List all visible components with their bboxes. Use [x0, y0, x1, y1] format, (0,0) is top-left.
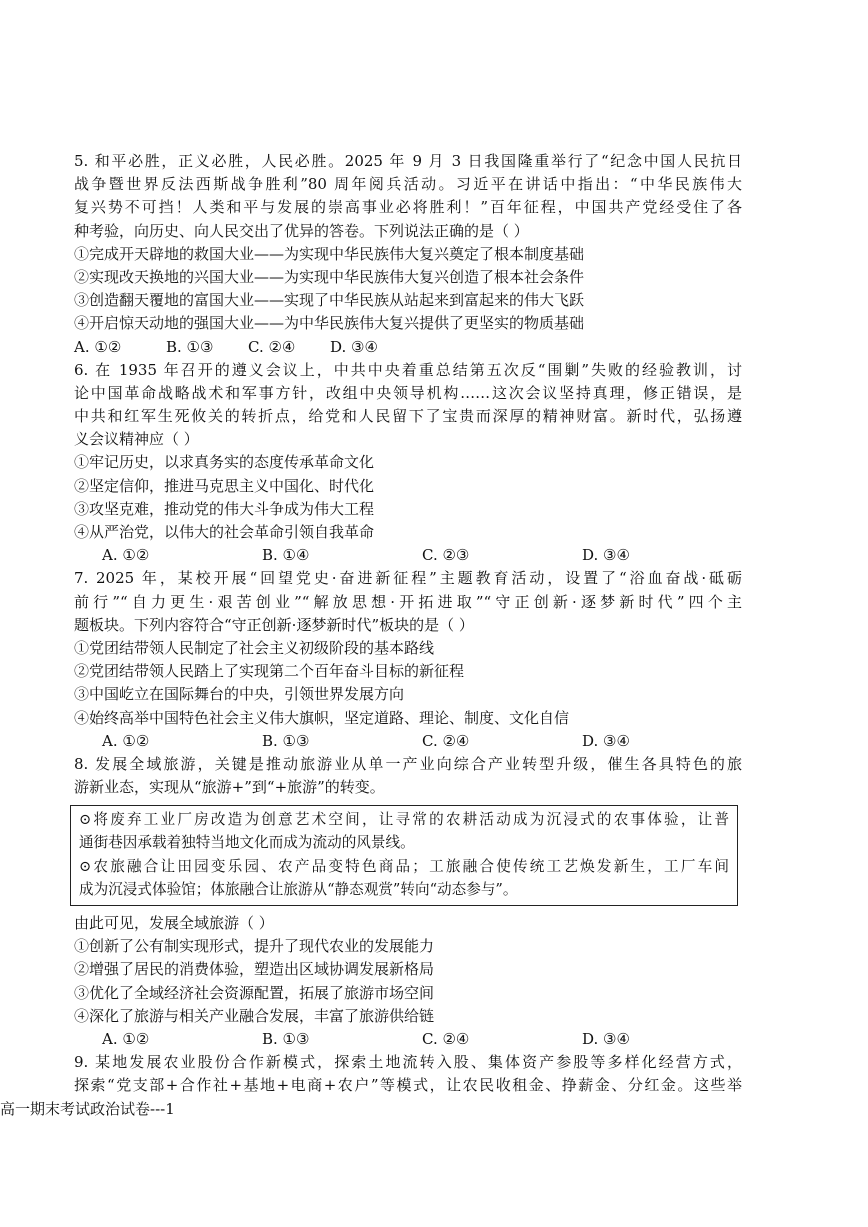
question-5-statement-4: ④开启惊天动地的强国大业——为中华民族伟大复兴提供了更坚实的物质基础 [74, 314, 585, 333]
question-5-statement-2: ②实现改天换地的兴国大业——为实现中华民族伟大复兴创造了根本社会条件 [74, 267, 585, 286]
question-5-line: 5. 和平必胜，正义必胜，人民必胜。2025 年 9 月 3 日我国隆重举行了“纪念中国人民抗日 [74, 152, 742, 170]
question-7-statement-1: ①党团结带领人民制定了社会主义初级阶段的基本路线 [74, 638, 435, 657]
question-7-line: 题板块。下列内容符合“守正创新·逐梦新时代”板块的是（ ） [74, 615, 474, 634]
question-6-line: 义会议精神应（ ） [74, 430, 199, 449]
question-8-statement-4: ④深化了旅游与相关产业融合发展，丰富了旅游供给链 [74, 1006, 435, 1025]
question-6-line: 中共和红军生死攸关的转折点，给党和人民留下了宝贵而深厚的精神财富。新时代，弘扬遵 [74, 407, 742, 426]
question-6-options [74, 544, 742, 567]
option-c: C. ②④ [422, 731, 470, 750]
option-a: A. ①② [102, 731, 150, 750]
option-b: B. ①④ [262, 546, 310, 565]
question-7-statement-4: ④始终高举中国特色社会主义伟大旗帜，坚定道路、理论、制度、文化自信 [74, 708, 570, 727]
question-5-statement-1: ①完成开天辟地的救国大业——为实现中华民族伟大复兴奠定了根本制度基础 [74, 244, 585, 263]
question-7-line: 7. 2025 年，某校开展“回望党史·奋进新征程”主题教育活动，设置了“浴血奋战·砥砺 [74, 569, 742, 588]
option-d: D. ③④ [582, 1029, 630, 1048]
question-9-line: 9. 某地发展农业股份合作新模式，探索土地流转入股、集体资产参股等多样化经营方式， [74, 1053, 742, 1072]
exam-content [74, 150, 742, 1098]
page-footer: 高一期末考试政治试卷---1 [0, 1100, 175, 1118]
question-5-options [74, 336, 742, 359]
question-9 [74, 1051, 742, 1097]
option-b: B. ①③ [262, 1029, 310, 1048]
option-b: B. ①③ [262, 731, 310, 750]
question-5-line: 战争暨世界反法西斯战争胜利”80 周年阅兵活动。习近平在讲话中指出：“中华民族伟大 [74, 175, 742, 194]
question-9-line: 探索“党支部+合作社+基地+电商+农户”等模式，让农民收租金、挣薪金、分红金。这些举 [74, 1076, 742, 1095]
question-6-statement-1: ①牢记历史，以求真务实的态度传承革命文化 [74, 453, 375, 472]
question-8-line: 游新业态，实现从“旅游+”到“+旅游”的转变。 [74, 778, 385, 797]
option-b: B. ①③ [166, 337, 214, 356]
question-8 [74, 753, 742, 1051]
option-c: C. ②③ [422, 546, 470, 565]
question-6-statement-4: ④从严治党，以伟大的社会革命引领自我革命 [74, 523, 375, 541]
question-6-statement-3: ③攻坚克难，推动党的伟大斗争成为伟大工程 [74, 499, 375, 518]
option-d: D. ③④ [582, 546, 630, 565]
material-line: 通街巷因承载着独特当地文化而成为流动的风景线。 [79, 834, 415, 852]
question-7-statement-3: ③中国屹立在国际舞台的中央，引领世界发展方向 [74, 685, 405, 704]
question-8-line: 8. 发展全域旅游，关键是推动旅游业从单一产业向综合产业转型升级，催生各具特色的旅 [74, 754, 742, 773]
option-a: A. ①② [102, 1029, 150, 1048]
option-c: C. ②④ [422, 1029, 470, 1048]
option-d: D. ③④ [330, 337, 378, 356]
option-c: C. ②④ [248, 337, 296, 356]
question-7-statement-2: ②党团结带领人民踏上了实现第二个百年奋斗目标的新征程 [74, 662, 465, 681]
question-5-line: 种考验，向历史、向人民交出了优异的答卷。下列说法正确的是（ ） [74, 221, 529, 240]
material-line: ⊙农旅融合让田园变乐园、农产品变特色商品；工旅融合使传统工艺焕发新生，工厂车间 [79, 857, 729, 875]
option-a: A. ①② [74, 337, 122, 356]
material-line: 成为沉浸式体验馆；体旅融合让旅游从“静态观赏”转向“动态参与”。 [79, 880, 518, 898]
question-8-options [74, 1028, 742, 1051]
question-6-line: 论中国革命战略战术和军事方针，改组中央领导机构……这次会议坚持真理，修正错误，是 [74, 383, 742, 402]
question-5 [74, 150, 742, 359]
option-a: A. ①② [102, 546, 150, 565]
question-7 [74, 567, 742, 753]
material-line: ⊙将废弃工业厂房改造为创意艺术空间，让寻常的农耕活动成为沉浸式的农事体验，让普 [79, 811, 729, 829]
question-5-statement-3: ③创造翻天覆地的富国大业——实现了中华民族从站起来到富起来的伟大飞跃 [74, 291, 585, 310]
option-d: D. ③④ [582, 731, 630, 750]
question-5-line: 复兴势不可挡！人类和平与发展的崇高事业必将胜利！”百年征程，中国共产党经受住了各 [74, 198, 742, 217]
question-8-material-box [70, 805, 738, 906]
question-7-line: 前行”“自力更生·艰苦创业”“解放思想·开拓进取”“守正创新·逐梦新时代”四个主 [74, 592, 742, 611]
question-6-statement-2: ②坚定信仰，推进马克思主义中国化、时代化 [74, 476, 375, 495]
question-8-statement-2: ②增强了居民的消费体验，塑造出区域协调发展新格局 [74, 960, 435, 979]
question-6 [74, 359, 742, 568]
question-7-options [74, 730, 742, 753]
question-8-statement-3: ③优化了全域经济社会资源配置，拓展了旅游市场空间 [74, 983, 435, 1002]
question-6-line: 6. 在 1935 年召开的遵义会议上，中共中央着重总结第五次反“围剿”失败的经验教训，讨 [74, 360, 742, 379]
question-8-stem: 由此可见，发展全域旅游（ ） [74, 914, 274, 932]
question-8-statement-1: ①创新了公有制实现形式，提升了现代农业的发展能力 [74, 937, 435, 956]
